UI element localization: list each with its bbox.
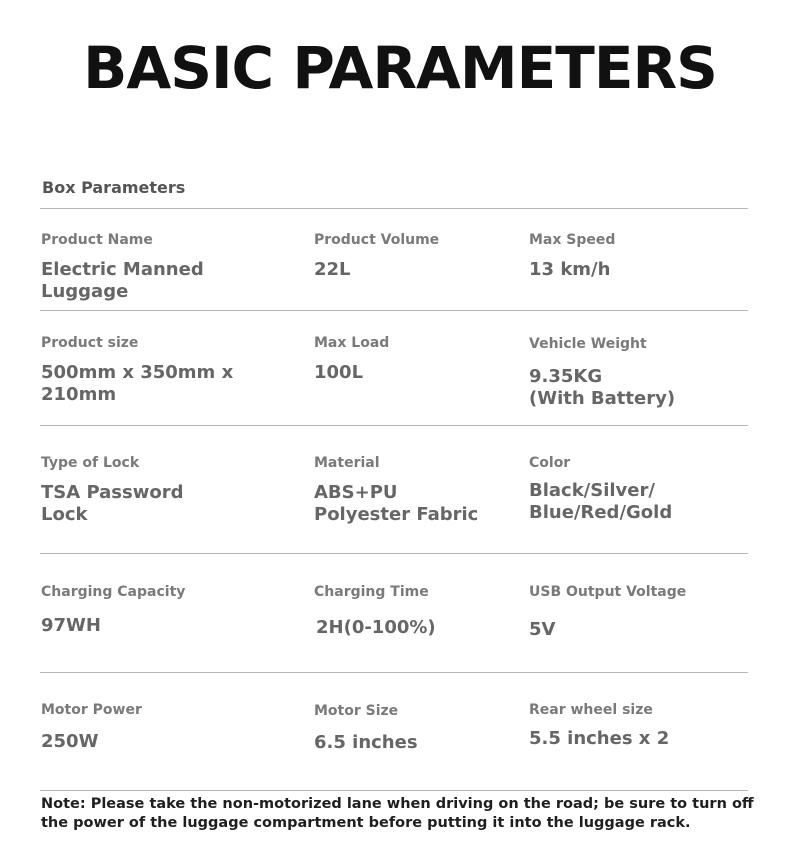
param-type-of-lock bbox=[41, 454, 183, 526]
param-label: Material bbox=[314, 455, 380, 471]
param-rear-wheel-size bbox=[529, 701, 669, 750]
param-label: Max Load bbox=[314, 335, 390, 351]
param-value: Electric Manned Luggage bbox=[41, 259, 204, 302]
param-label: Motor Size bbox=[314, 703, 399, 719]
param-product-volume bbox=[314, 231, 439, 281]
param-label: USB Output Voltage bbox=[529, 584, 687, 600]
param-value: 250W bbox=[41, 731, 99, 752]
param-label: Charging Time bbox=[314, 584, 429, 600]
param-charging-time bbox=[314, 583, 436, 639]
divider bbox=[40, 208, 748, 209]
param-value: ABS+PU Polyester Fabric bbox=[314, 482, 479, 525]
param-label: Product Name bbox=[41, 232, 153, 248]
param-label: Charging Capacity bbox=[41, 584, 186, 600]
param-value: 6.5 inches bbox=[314, 732, 418, 753]
param-value: 22L bbox=[314, 259, 351, 280]
param-value: 5.5 inches x 2 bbox=[529, 728, 670, 749]
param-value: 2H(0-100%) bbox=[316, 617, 436, 638]
param-color bbox=[529, 454, 672, 524]
param-charging-capacity bbox=[41, 583, 185, 637]
note-text: Note: Please take the non-motorized lane when driving on the road; be sure to turn off the power of the luggage compartment before putting it into the luggage rack. bbox=[41, 796, 754, 831]
param-label: Vehicle Weight bbox=[529, 336, 647, 352]
divider bbox=[40, 553, 748, 554]
divider bbox=[40, 672, 748, 673]
param-vehicle-weight bbox=[529, 335, 675, 410]
param-value: TSA Password Lock bbox=[41, 482, 184, 525]
param-max-speed bbox=[529, 231, 615, 281]
divider bbox=[40, 790, 748, 791]
divider bbox=[40, 425, 748, 426]
param-value: 5V bbox=[529, 619, 556, 640]
param-value: 500mm x 350mm x 210mm bbox=[41, 362, 234, 405]
divider bbox=[40, 310, 748, 311]
param-usb-output-voltage bbox=[529, 583, 686, 641]
param-material bbox=[314, 454, 478, 526]
param-motor-size bbox=[314, 702, 418, 754]
param-value: 13 km/h bbox=[529, 259, 611, 280]
param-value: 97WH bbox=[41, 615, 101, 636]
param-value: Black/Silver/ Blue/Red/Gold bbox=[529, 480, 673, 523]
param-label: Color bbox=[529, 455, 571, 471]
section-title: Box Parameters bbox=[42, 178, 186, 197]
param-label: Product Volume bbox=[314, 232, 440, 248]
param-value: 9.35KG (With Battery) bbox=[529, 366, 676, 409]
page-title: BASIC PARAMETERS bbox=[83, 34, 717, 102]
param-value: 100L bbox=[314, 362, 364, 383]
param-label: Product size bbox=[41, 335, 139, 351]
param-label: Motor Power bbox=[41, 702, 142, 718]
param-label: Type of Lock bbox=[41, 455, 140, 471]
param-motor-power bbox=[41, 701, 142, 753]
param-label: Rear wheel size bbox=[529, 702, 653, 718]
param-max-load bbox=[314, 334, 389, 384]
param-label: Max Speed bbox=[529, 232, 616, 248]
param-product-name bbox=[41, 231, 204, 303]
param-product-size bbox=[41, 334, 233, 406]
